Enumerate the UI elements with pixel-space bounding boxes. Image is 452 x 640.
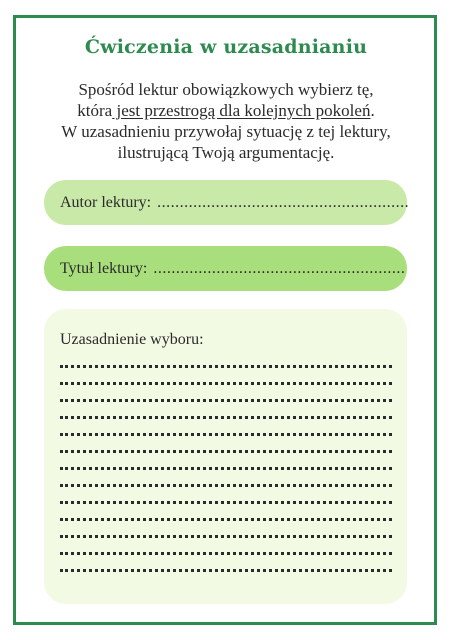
justification-label: Uzasadnienie wyboru:: [60, 331, 204, 348]
writing-lines: [60, 351, 407, 572]
instructions-line-4: ilustrującą Twoją argumentację.: [117, 143, 335, 162]
book-title-field-dots: ........................................................: [153, 259, 406, 277]
instructions-line-1: Spośród lektur obowiązkowych wybierz tę,: [78, 80, 374, 99]
writing-line[interactable]: [60, 436, 392, 453]
writing-line[interactable]: [60, 368, 392, 385]
instructions: [30, 79, 422, 163]
writing-line[interactable]: [60, 402, 392, 419]
writing-line[interactable]: [60, 419, 392, 436]
writing-line[interactable]: [60, 538, 392, 555]
writing-line[interactable]: [60, 487, 392, 504]
writing-line[interactable]: [60, 555, 392, 572]
author-field-dots: ........................................................: [157, 193, 410, 211]
instructions-line-3: W uzasadnieniu przywołaj sytuację z tej lektury,: [61, 122, 391, 141]
writing-line[interactable]: [60, 504, 392, 521]
writing-line[interactable]: [60, 351, 392, 368]
instructions-line-2-suffix: .: [370, 101, 375, 120]
worksheet-title: Ćwiczenia w uzasadnianiu: [84, 36, 368, 58]
instructions-line-2-prefix: która: [77, 101, 113, 120]
author-field-label: Autor lektury:: [60, 193, 152, 211]
book-title-field-label: Tytuł lektury:: [60, 259, 148, 277]
instructions-underlined-phrase: jest przestrogą dla kolejnych pokoleń: [112, 101, 371, 120]
book-title-field[interactable]: [44, 246, 407, 291]
writing-line[interactable]: [60, 453, 392, 470]
instructions-line-2: [30, 100, 422, 121]
writing-line[interactable]: [60, 521, 392, 538]
writing-line[interactable]: [60, 470, 392, 487]
writing-line[interactable]: [60, 385, 392, 402]
justification-box[interactable]: [44, 309, 407, 604]
author-field[interactable]: [44, 180, 410, 225]
